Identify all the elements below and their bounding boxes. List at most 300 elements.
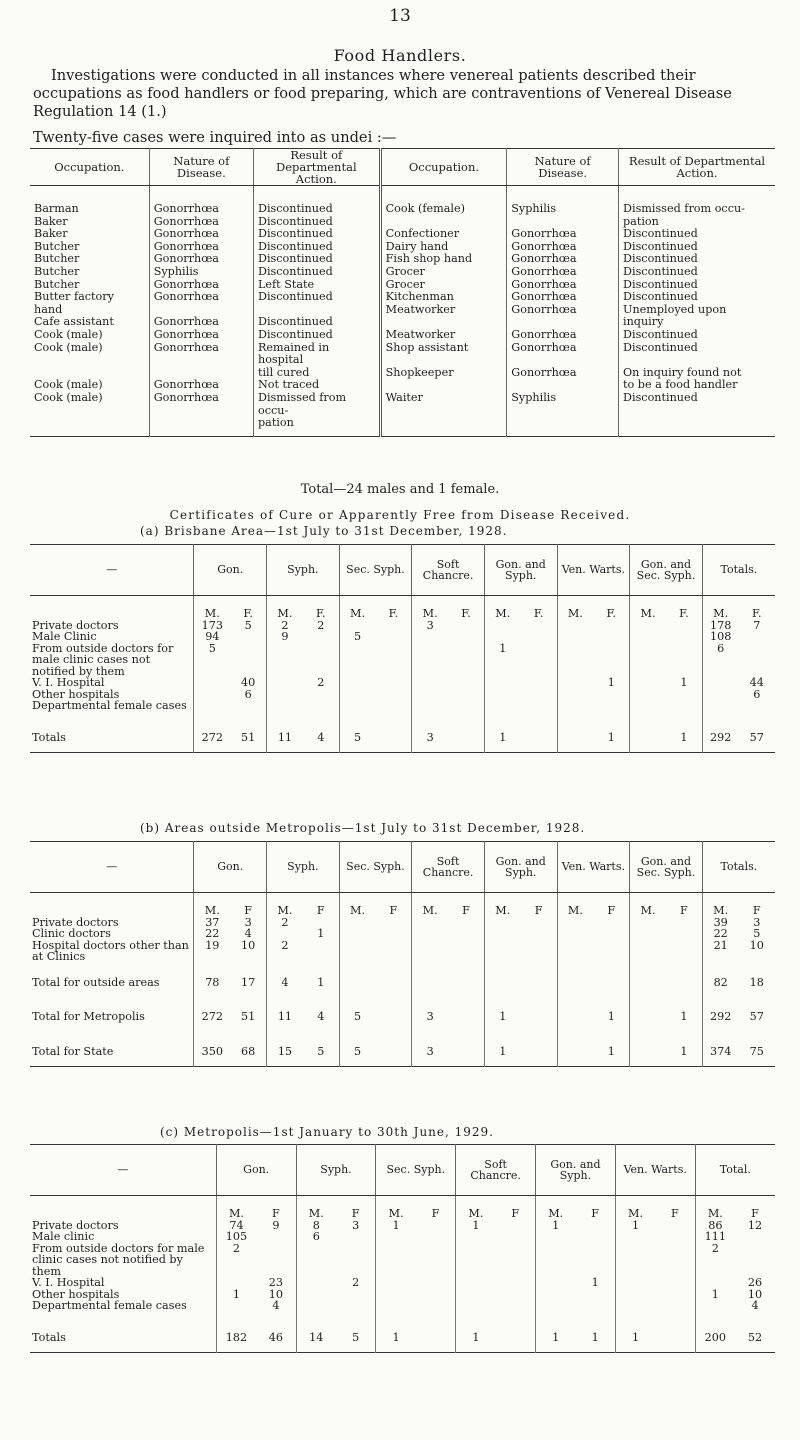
table-cell: [575, 1220, 615, 1232]
table-cell: Discontinued: [619, 342, 775, 367]
male-header: M.: [412, 893, 448, 917]
table-cell: [194, 689, 230, 701]
table-cell: [557, 928, 593, 940]
table-cell: 3: [352, 1218, 360, 1232]
table-cell: [615, 1300, 655, 1318]
row-label: From outside doctors for male clinic cases not notified by them: [32, 1241, 205, 1278]
table-cell: [630, 940, 666, 963]
column-header: Gon. and Syph.: [484, 842, 557, 893]
table-cell: 1: [607, 1010, 615, 1023]
table-cell: 26: [747, 1276, 763, 1289]
table-cell: [375, 1032, 411, 1067]
table-cell: [507, 417, 619, 436]
table-cell: [739, 643, 775, 678]
table-cell: 3: [412, 718, 448, 753]
table-cell: 3: [412, 1032, 448, 1067]
table-cell: 10: [268, 1287, 283, 1301]
column-header: Soft Chancre.: [456, 1145, 536, 1196]
table-cell: 1: [456, 1318, 496, 1353]
table-cell: [230, 643, 266, 678]
table-cell: [630, 689, 666, 701]
table-cell: 2: [352, 1276, 360, 1289]
column-header: Syph.: [296, 1145, 376, 1196]
table-cell: [521, 643, 557, 678]
female-header: F: [511, 1207, 520, 1220]
male-header: M.: [376, 1196, 416, 1220]
column-header: Gon. and Sec. Syph.: [630, 545, 703, 596]
table-cell: [496, 1231, 536, 1243]
table-cell: Dairy hand: [380, 241, 507, 254]
metropolis-1929-table: [30, 1144, 775, 1353]
table-cell: 4: [317, 1010, 325, 1023]
table-cell: [339, 700, 375, 718]
table-cell: [456, 1231, 496, 1243]
table-cell: 1: [607, 676, 615, 689]
table-row: [30, 291, 775, 304]
table-cell: [416, 1318, 456, 1353]
table-cell: [416, 1300, 456, 1318]
table-cell: 1: [591, 1330, 599, 1344]
table-cell: Discontinued: [619, 329, 775, 342]
column-header: Syph.: [267, 842, 340, 893]
table-cell: [30, 417, 149, 436]
table-cell: 1: [484, 718, 520, 753]
row-label: Male Clinic: [32, 630, 97, 643]
table-cell: 22: [702, 928, 738, 940]
table-cell: 292: [702, 997, 738, 1032]
table-cell: 3: [244, 915, 252, 929]
male-header: M.: [339, 893, 375, 917]
table-cell: Shop assistant: [380, 342, 507, 367]
table-cell: [496, 1289, 536, 1301]
table-cell: 82: [702, 963, 738, 998]
section-a-title: (a) Brisbane Area—1st July to 31st December, 1928.: [140, 524, 508, 538]
table-cell: [375, 700, 411, 718]
table-cell: Butcher: [34, 264, 80, 278]
table-cell: 1: [680, 1010, 688, 1023]
header-row: [30, 545, 775, 596]
table-cell: [412, 643, 448, 678]
table-cell: 78: [194, 963, 230, 998]
table-cell: Butcher: [34, 239, 80, 253]
table-cell: Cook (male): [34, 390, 103, 404]
male-header: M.: [702, 596, 738, 620]
table-cell: Gonorrhœa: [149, 241, 253, 254]
table-cell: pation: [619, 216, 775, 229]
total-line: Total—24 males and 1 female.: [300, 482, 500, 497]
table-cell: Not traced: [253, 379, 380, 392]
table-row: [30, 1277, 775, 1289]
table-cell: [416, 1289, 456, 1301]
table-cell: 272: [194, 718, 230, 753]
row-label: Male clinic: [32, 1230, 95, 1243]
certificates-heading: Certificates of Cure or Apparently Free from Disease Received.: [169, 508, 631, 522]
table-row: [30, 1220, 775, 1232]
table-cell: [557, 643, 593, 678]
table-cell: 1: [680, 1044, 688, 1058]
table-cell: Gonorrhœa: [149, 279, 253, 292]
table-cell: 3: [412, 620, 448, 632]
table-cell: 75: [749, 1044, 764, 1058]
table-cell: 1: [536, 1318, 576, 1353]
table-cell: [336, 1300, 376, 1318]
table-cell: 17: [241, 975, 256, 989]
table-cell: 1: [216, 1289, 256, 1301]
table-cell: 5: [339, 1032, 375, 1067]
table-cell: Gonorrhœa: [149, 379, 253, 392]
table-row: [30, 417, 775, 436]
table-cell: [521, 940, 557, 963]
table-cell: [615, 1277, 655, 1289]
table-row: [30, 643, 775, 678]
section-b-title: (b) Areas outside Metropolis—1st July to 31st December, 1928.: [140, 821, 586, 835]
male-header: M.: [267, 893, 303, 917]
table-cell: [375, 718, 411, 753]
table-cell: Butter factory: [34, 290, 114, 304]
male-header: M.: [557, 596, 593, 620]
female-header: F.: [533, 607, 544, 620]
table-cell: Gonorrhœa: [149, 316, 253, 329]
table-cell: 1: [317, 975, 325, 989]
table-cell: Gonorrhœa: [149, 253, 253, 266]
table-cell: [615, 1243, 655, 1278]
table-cell: Cook (male): [34, 340, 103, 354]
page-number: 13: [389, 6, 411, 26]
table-cell: 6: [296, 1231, 336, 1243]
table-cell: [521, 1032, 557, 1067]
female-header: F: [389, 904, 398, 917]
table-cell: [557, 917, 593, 929]
table-row: [30, 186, 775, 216]
table-cell: [256, 1231, 296, 1243]
male-header: M.: [216, 1196, 256, 1220]
female-header: F: [671, 1207, 679, 1220]
table-cell: [484, 700, 520, 718]
col-nature: Nature of Disease.: [149, 149, 253, 186]
table-cell: [296, 1289, 336, 1301]
table-cell: [496, 1220, 536, 1232]
table-cell: [593, 963, 629, 998]
table-cell: 51: [241, 730, 256, 744]
female-header: F.: [388, 607, 399, 620]
row-label: Private doctors: [32, 1218, 119, 1232]
table-cell: [267, 700, 303, 718]
table-cell: [496, 1243, 536, 1278]
table-cell: [376, 1277, 416, 1289]
table-cell: [666, 917, 702, 929]
column-header: Ven. Warts.: [615, 1145, 695, 1196]
table-cell: 1: [376, 1318, 416, 1353]
table-cell: [484, 940, 520, 963]
table-cell: Discontinued: [619, 291, 775, 304]
table-cell: [416, 1220, 456, 1232]
table-cell: [448, 997, 484, 1032]
female-header: F.: [752, 607, 762, 620]
male-header: M.: [695, 1196, 735, 1220]
table-cell: 111: [695, 1231, 735, 1243]
table-cell: [593, 643, 629, 678]
table-cell: [484, 963, 520, 998]
col-result: Result of Departmental Action.: [253, 149, 380, 186]
table-cell: 4: [317, 730, 325, 744]
table-cell: [666, 963, 702, 998]
table-cell: Dismissed from occu-: [619, 186, 775, 216]
table-cell: [194, 677, 230, 689]
table-cell: 374: [702, 1032, 738, 1067]
table-cell: Baker: [34, 227, 68, 241]
table-cell: [484, 631, 520, 643]
female-header: F: [431, 1207, 440, 1220]
table-row: [30, 1032, 775, 1067]
table-cell: Discontinued: [253, 253, 380, 266]
table-row: [30, 677, 775, 689]
table-cell: [630, 631, 666, 643]
table-cell: [615, 1289, 655, 1301]
table-cell: 74: [216, 1220, 256, 1232]
table-cell: 108: [702, 631, 738, 643]
table-cell: [375, 997, 411, 1032]
table-cell: 292: [702, 718, 738, 753]
header-blank: —: [30, 842, 194, 893]
column-header: Gon.: [216, 1145, 296, 1196]
table-cell: [655, 1318, 695, 1353]
table-cell: 18: [749, 975, 764, 989]
table-cell: [267, 928, 303, 940]
table-cell: 2: [317, 618, 325, 632]
table-cell: Syphilis: [507, 392, 619, 417]
table-cell: Waiter: [380, 392, 507, 417]
row-label: Private doctors: [32, 618, 119, 632]
table-cell: [339, 677, 375, 689]
table-row: [30, 631, 775, 643]
table-cell: 15: [267, 1032, 303, 1067]
table-cell: [702, 689, 738, 701]
table-cell: [448, 700, 484, 718]
table-cell: Baker: [34, 214, 68, 228]
table-cell: [416, 1231, 456, 1243]
table-row: [30, 329, 775, 342]
col-result-2: Result of Departmental Action.: [619, 149, 775, 186]
table-cell: Gonorrhœa: [149, 186, 253, 216]
table-cell: Cook (male): [34, 327, 103, 341]
table-row: [30, 304, 775, 317]
table-cell: [496, 1300, 536, 1318]
sex-row-label: [30, 893, 194, 917]
table-cell: [216, 1300, 256, 1318]
table-cell: [412, 677, 448, 689]
row-label: Private doctors: [32, 915, 119, 929]
table-cell: [216, 1277, 256, 1289]
table-cell: pation: [253, 417, 380, 436]
table-cell: Discontinued: [619, 241, 775, 254]
table-cell: [735, 1231, 775, 1243]
table-cell: [375, 677, 411, 689]
table-cell: [376, 1300, 416, 1318]
female-header: F.: [461, 607, 471, 620]
table-cell: Shopkeeper: [380, 367, 507, 380]
table-cell: [448, 963, 484, 998]
table-cell: [484, 928, 520, 940]
table-cell: [267, 643, 303, 678]
table-cell: [630, 917, 666, 929]
table-cell: [296, 1277, 336, 1289]
column-header: Sec. Syph.: [339, 545, 412, 596]
table-cell: [339, 917, 375, 929]
table-cell: [412, 700, 448, 718]
header-blank: —: [30, 1145, 216, 1196]
table-cell: [339, 928, 375, 940]
table-cell: [593, 700, 629, 718]
table-cell: 5: [352, 1330, 360, 1344]
table-cell: [303, 631, 339, 643]
table-cell: [702, 700, 738, 718]
table-cell: 2: [267, 917, 303, 929]
table-cell: 4: [751, 1299, 759, 1312]
table-cell: [557, 940, 593, 963]
female-header: F.: [243, 607, 253, 620]
table-cell: 5: [339, 631, 375, 643]
table-cell: [339, 643, 375, 678]
row-label: Clinic doctors: [32, 927, 111, 940]
table-cell: [456, 1300, 496, 1318]
table-cell: Discontinued: [253, 216, 380, 229]
column-header: Sec. Syph.: [339, 842, 412, 893]
table-cell: [256, 1243, 296, 1278]
table-cell: 1: [484, 643, 520, 678]
table-cell: [666, 643, 702, 678]
table-cell: [303, 689, 339, 701]
table-cell: 272: [194, 997, 230, 1032]
table-row: [30, 1300, 775, 1318]
table-cell: Remained in hospital: [253, 342, 380, 367]
table-cell: inquiry: [619, 316, 775, 329]
table-cell: [456, 1277, 496, 1289]
male-header: M.: [484, 893, 520, 917]
table-cell: 4: [267, 963, 303, 998]
table-cell: [521, 917, 557, 929]
table-row: [30, 392, 775, 417]
table-cell: [593, 620, 629, 632]
table-cell: 11: [267, 718, 303, 753]
table-cell: [630, 1032, 666, 1067]
sex-row-label: [30, 1196, 216, 1220]
header-blank: —: [30, 545, 194, 596]
table-cell: [336, 1231, 376, 1243]
table-cell: 11: [267, 997, 303, 1032]
table-cell: 4: [272, 1299, 280, 1312]
table-cell: 19: [194, 940, 230, 963]
male-header: M.: [630, 596, 666, 620]
column-header: Totals.: [702, 545, 775, 596]
table-cell: [375, 689, 411, 701]
female-header: F: [752, 904, 761, 917]
table-cell: [630, 677, 666, 689]
table-cell: Gonorrhœa: [507, 304, 619, 317]
table-cell: [655, 1231, 695, 1243]
table-cell: [630, 620, 666, 632]
table-cell: Gonorrhœa: [149, 216, 253, 229]
column-header: Gon.: [194, 842, 267, 893]
table-cell: Gonorrhœa: [507, 266, 619, 279]
table-cell: Gonorrhœa: [507, 228, 619, 241]
col-occupation: Occupation.: [30, 149, 149, 186]
table-cell: [666, 689, 702, 701]
table-cell: 1: [317, 927, 325, 940]
section-heading: Food Handlers.: [333, 46, 467, 65]
table-cell: On inquiry found not: [619, 367, 775, 380]
sex-row: [30, 1196, 775, 1220]
table-cell: Discontinued: [253, 266, 380, 279]
table-cell: [615, 1231, 655, 1243]
table-cell: [296, 1300, 336, 1318]
table-cell: Discontinued: [253, 241, 380, 254]
table-cell: [412, 940, 448, 963]
column-header: Syph.: [267, 545, 340, 596]
table-cell: [448, 643, 484, 678]
table-cell: Syphilis: [149, 266, 253, 279]
table-cell: [521, 928, 557, 940]
table-cell: [375, 928, 411, 940]
table-cell: [521, 689, 557, 701]
table-cell: 10: [241, 938, 256, 952]
table-cell: [575, 1300, 615, 1318]
table-cell: 21: [702, 940, 738, 963]
table-cell: [448, 620, 484, 632]
table-cell: 1: [615, 1318, 655, 1353]
table-cell: Butcher: [34, 252, 80, 266]
header-row: [30, 1145, 775, 1196]
male-header: M.: [194, 596, 230, 620]
food-handlers-table: [30, 148, 775, 437]
table-cell: [666, 620, 702, 632]
table-cell: [376, 1289, 416, 1301]
row-label: V. I. Hospital: [32, 1276, 105, 1289]
table-cell: 94: [194, 631, 230, 643]
table-cell: [448, 631, 484, 643]
table-cell: 178: [702, 620, 738, 632]
intro-paragraph: Investigations were conducted in all instances where venereal patients described their occupations as food handlers or food preparing, which are contraventions of Venereal Disease Regulation 14 (1.): [33, 67, 732, 120]
table-cell: 5: [317, 1044, 325, 1058]
table-cell: 2: [267, 940, 303, 963]
female-header: F: [316, 904, 325, 917]
table-cell: Confectioner: [380, 228, 507, 241]
table-cell: 3: [753, 915, 761, 929]
table-cell: [655, 1277, 695, 1289]
table-cell: 22: [194, 928, 230, 940]
table-cell: [735, 1243, 775, 1278]
table-cell: 1: [591, 1276, 599, 1289]
table-cell: Gonorrhœa: [507, 241, 619, 254]
table-row: [30, 1318, 775, 1353]
male-header: M.: [412, 596, 448, 620]
table-cell: [666, 631, 702, 643]
table-cell: 4: [244, 927, 252, 940]
female-header: F: [607, 904, 616, 917]
table-row: [30, 620, 775, 632]
table-cell: Syphilis: [507, 186, 619, 216]
table-cell: [376, 1243, 416, 1278]
table-cell: [416, 1277, 456, 1289]
table-cell: [655, 1289, 695, 1301]
table-cell: [630, 997, 666, 1032]
table-cell: Discontinued: [253, 291, 380, 304]
table-cell: [521, 997, 557, 1032]
table-cell: 6: [753, 687, 761, 701]
table-cell: [666, 928, 702, 940]
table-cell: Fish shop hand: [380, 253, 507, 266]
table-cell: [557, 718, 593, 753]
row-label: Departmental female cases: [32, 699, 187, 712]
